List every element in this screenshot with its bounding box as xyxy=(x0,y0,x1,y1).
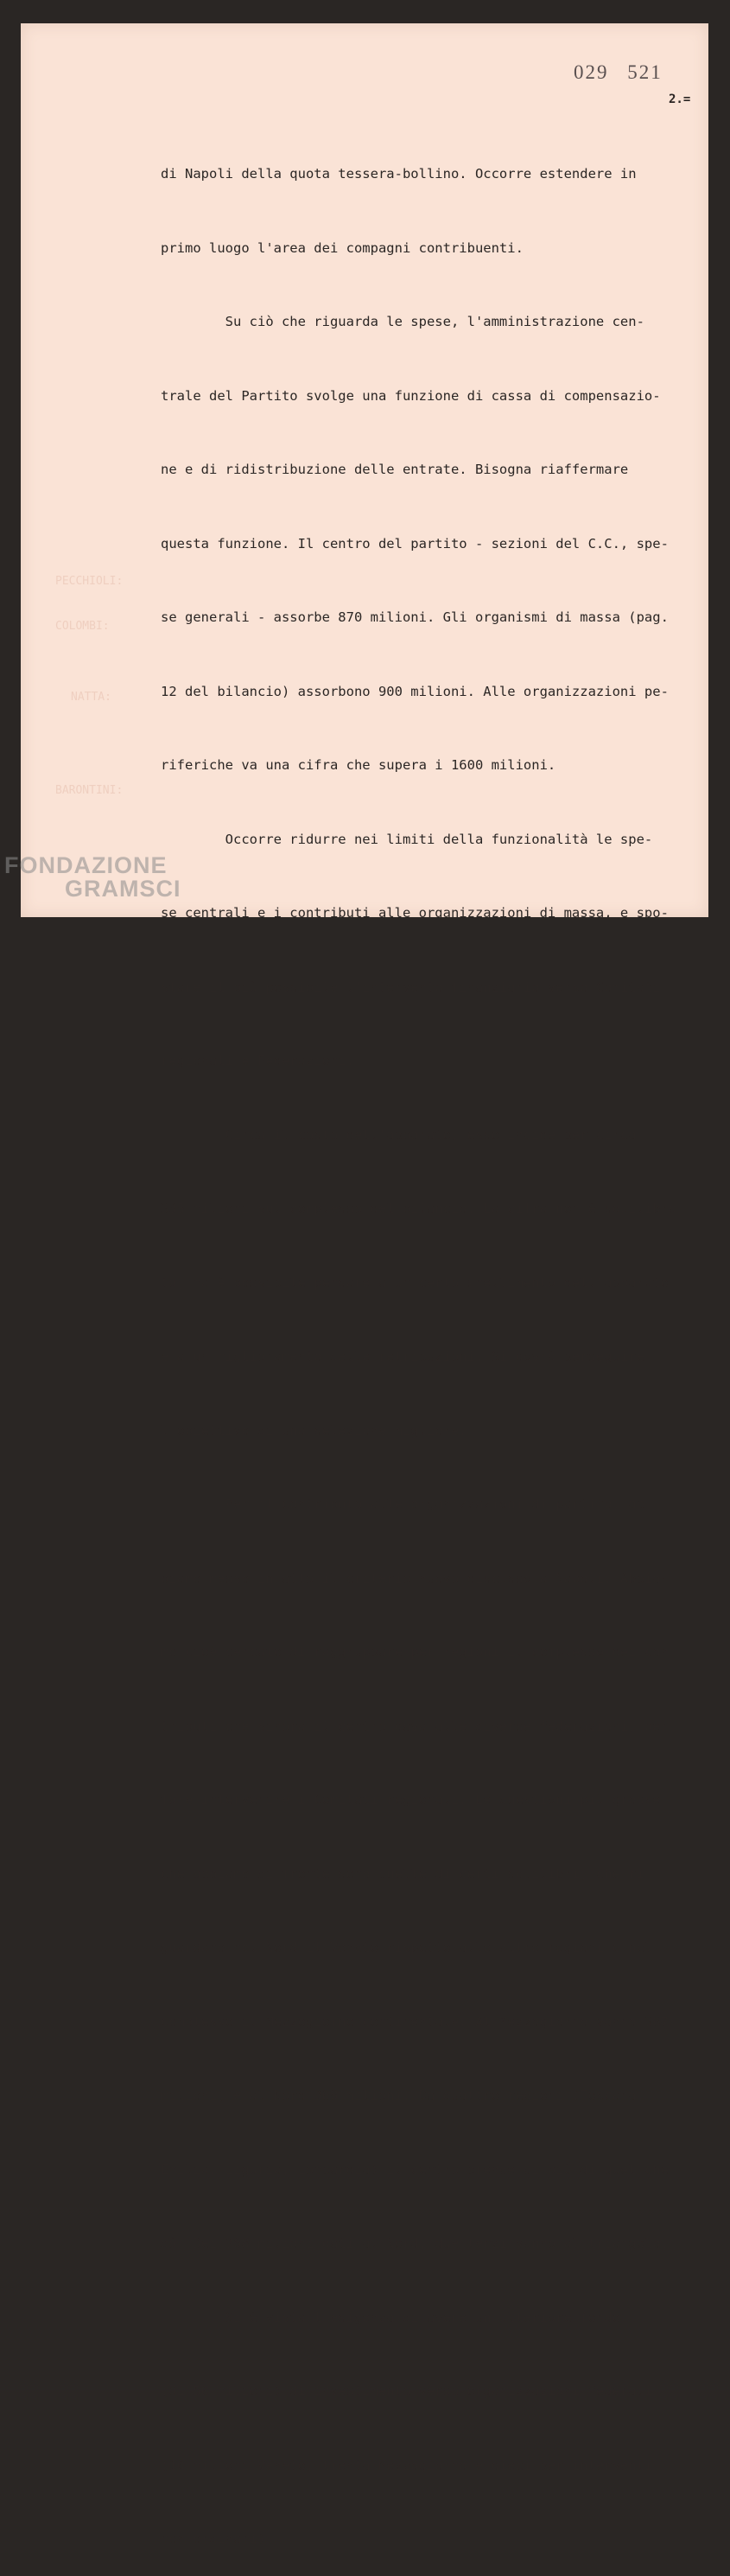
text-line: 335 milioni sul complesso del bilancio. La cifra non è squilibra xyxy=(161,1201,677,1216)
text-line: Emilia, Liguria, Lombardia) il centro prende di più di quel che xyxy=(161,2161,669,2177)
text-line: questa funzione. Il centro del partito - sezioni del C.C., spe- xyxy=(161,535,669,552)
text-line: (di 50 milioni) di investimento verso organizzazioni federali xyxy=(161,2383,653,2399)
text-line: (10 milioni Veneto, trenta Mezzogiorno e dieci per interventi xyxy=(161,2457,653,2473)
text-line: milioni, e al Nord 368 milioni. Da quattro regioni (Toscana, xyxy=(161,2088,644,2103)
text-line: se generali - assorbe 870 milioni. Gli organismi di massa (pag. xyxy=(161,609,669,625)
archive-number: 029 521 xyxy=(574,61,663,83)
show-through-name: COLOMBI: xyxy=(55,620,110,633)
text-line: Occorre ridurre nei limiti della funzionalità le spe- xyxy=(161,831,653,847)
page-number: 2.= xyxy=(669,92,691,106)
show-through-name: NATTA: xyxy=(71,691,111,704)
text-line: 12 del bilancio) assorbono 900 milioni. Alle organizzazioni pe- xyxy=(161,683,669,699)
text-line: ne e di ridistribuzione delle entrate. Bisogna riaffermare xyxy=(161,462,629,477)
text-line: che abbiamo di fronte sono quelle di certi squilibri, che ri- xyxy=(161,1865,653,1882)
text-line: Per il contributo alle organizzazioni di partito, ab- xyxy=(161,1496,653,1512)
text-line: biamo messo in atto il criterio nuovo discusso a Napoli. Abbia- xyxy=(161,1570,669,1586)
text-line: Circa il costo dell'apparato, esso incide per circa xyxy=(161,1126,637,1143)
text-line: non ordinari). xyxy=(161,2531,274,2547)
text-line: e a un miglioramento delle retribuzioni. Si dovrà perseguire xyxy=(161,1349,644,1364)
text-line: tributi che sinora il centro dava alle diverse federazioni, per xyxy=(161,1718,669,1734)
text-line: se centrali e i contributi alle organizzazioni di massa, e spo- xyxy=(161,905,669,921)
text-line: complesso il Mezzogiorno continentale. Al Mezzogiorno vanno 367 xyxy=(161,2013,669,2030)
text-line: Si è vista l'esigenza di avere un ulteriore fondo xyxy=(161,2309,620,2325)
text-line: dà. Dei 368 milioni dati al Nord, due terzi vanno al triangolo. xyxy=(161,2235,669,2251)
text-line: fare intervenire i Comitati regionali. Le questioni più grosse xyxy=(161,1792,661,1808)
text-line: riferiche va una cifra che supera i 1600 milioni. xyxy=(161,757,556,773)
text-line: stare il più possibile l'intervento finanziario verso Comitati xyxy=(161,979,661,995)
text-line: mo cioè cercato di raggruppare per regioni il complesso dei con- xyxy=(161,1644,677,1660)
text-line: Su ciò che riguarda le spese, l'amministrazione cen- xyxy=(161,314,644,329)
watermark-line: GRAMSCI xyxy=(65,876,181,902)
text-line: di Napoli della quota tessera-bollino. Occorre estendere in xyxy=(161,166,637,182)
watermark-line: FONDAZIONE xyxy=(4,852,168,878)
show-through-name: PECCHIOLI: xyxy=(55,575,124,588)
text-line: primo luogo l'area dei compagni contribuenti. xyxy=(161,239,524,256)
text-line: guardano nel Nord il Veneto rispetto alle altre regioni e nel xyxy=(161,1940,653,1955)
fondazione-gramsci-watermark xyxy=(4,854,181,901)
typed-body-text xyxy=(161,112,696,2576)
text-line: l'obiettivo di una selezione migliore. xyxy=(161,1422,467,1438)
show-through-name: BARONTINI: xyxy=(55,784,124,797)
text-line: ta, ma è possibile pensare a un certo snellimento dell'apparato xyxy=(161,1274,669,1291)
text-line: trale del Partito svolge una funzione di cassa di compensazio- xyxy=(161,387,661,404)
text-line: regionali e Federazioni. xyxy=(161,1053,354,1068)
